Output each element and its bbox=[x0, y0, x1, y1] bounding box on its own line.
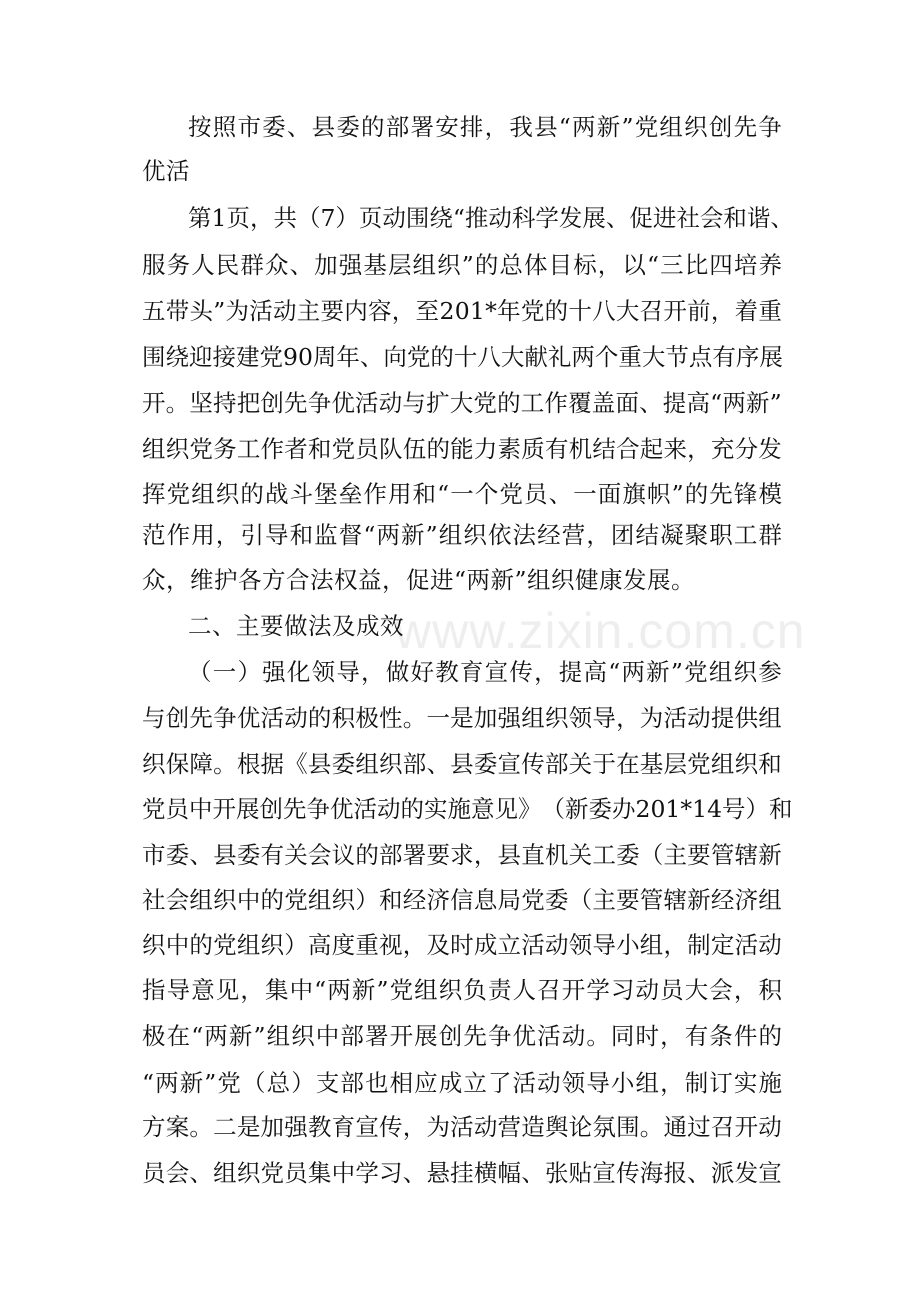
paragraph-line: 范 作 用 ， 引 导 和 监 督 “ 两 新 ” 组 织 依 法 经 营 ， 团 结 凝 聚 职 工 群 bbox=[142, 521, 782, 549]
watermark: www.zixin.com.cn bbox=[395, 603, 806, 659]
paragraph-line: 极 在 “ 两 新 ” 组 织 中 部 署 开 展 创 先 争 优 活 动 。 同 时 ， 有 条 件 的 bbox=[142, 1022, 782, 1050]
paragraph-line: 织 保 障 。 根 据 《 县 委 组 织 部 、 县 委 宣 传 部 关 于 在 基 层 党 组 织 和 bbox=[142, 750, 782, 778]
paragraph-line: 与 创 先 争 优 活 动 的 积 极 性 。 一 是 加 强 组 织 领 导 ， 为 活 动 提 供 组 bbox=[142, 704, 782, 732]
paragraph-line: 优活 bbox=[142, 157, 190, 185]
paragraph-line: 第 1 页 ， 共 （ 7 ） 页 动 围 绕 “ 推 动 科 学 发 展 、 促 进 社 会 和 谐 、 bbox=[188, 204, 794, 232]
section-heading: 二、主要做法及成效 bbox=[188, 612, 404, 640]
paragraph-line: 服 务 人 民 群 众 、 加 强 基 层 组 织 ” 的 总 体 目 标 ， 以 “ 三 比 四 培 养 bbox=[142, 251, 782, 279]
paragraph-line: 组 织 党 务 工 作 者 和 党 员 队 伍 的 能 力 素 质 有 机 结 合 起 来 ， 充 分 发 bbox=[142, 435, 782, 463]
paragraph-line: 党 员 中 开 展 创 先 争 优 活 动 的 实 施 意 见 》 （ 新 委 办 2 0 1 * 1 4 号 ） 和 bbox=[142, 795, 793, 823]
paragraph-line: 织 中 的 党 组 织 ） 高 度 重 视 ， 及 时 成 立 活 动 领 导 小 组 ， 制 定 活 动 bbox=[142, 931, 782, 959]
paragraph-line: 围 绕 迎 接 建 党 9 0 周 年 、 向 党 的 十 八 大 献 礼 两 个 重 大 节 点 有 序 展 bbox=[142, 343, 783, 371]
paragraph-line: 员 会 、 组 织 党 员 集 中 学 习 、 悬 挂 横 幅 、 张 贴 宣 传 海 报 、 派 发 宣 bbox=[142, 1159, 782, 1187]
paragraph-line: 五 带 头 ” 为 活 动 主 要 内 容 ， 至 2 0 1 * 年 党 的 十 八 大 召 开 前 ， 着 重 bbox=[142, 297, 782, 325]
paragraph-line: 方 案 。 二 是 加 强 教 育 宣 传 ， 为 活 动 营 造 舆 论 氛 围 。 通 过 召 开 动 bbox=[142, 1113, 782, 1141]
paragraph-line: 市 委 、 县 委 有 关 会 议 的 部 署 要 求 ， 县 直 机 关 工 委 （ 主 要 管 辖 新 bbox=[142, 841, 782, 869]
paragraph-line: 挥 党 组 织 的 战 斗 堡 垒 作 用 和 “ 一 个 党 员 、 一 面 旗 帜 ” 的 先 锋 模 bbox=[142, 480, 782, 508]
paragraph-line: 社 会 组 织 中 的 党 组 织 ） 和 经 济 信 息 局 党 委 （ 主 要 管 辖 新 经 济 组 bbox=[142, 886, 782, 914]
paragraph-line: “ 两 新 ” 党 （ 总 ） 支 部 也 相 应 成 立 了 活 动 领 导 小 组 ， 制 订 实 施 bbox=[142, 1069, 782, 1097]
subsection-heading: （ 一 ） 强 化 领 导 ， 做 好 教 育 宣 传 ， 提 高 “ 两 新 ” 党 组 织 参 bbox=[188, 658, 782, 686]
paragraph-line: 开 。 坚 持 把 创 先 争 优 活 动 与 扩 大 党 的 工 作 覆 盖 面 、 提 高 “ 两 新 ” bbox=[142, 389, 782, 417]
paragraph-line: 众，维护各方合法权益，促进“两新”组织健康发展。 bbox=[142, 566, 696, 594]
paragraph-line: 指 导 意 见 ， 集 中 “ 两 新 ” 党 组 织 负 责 人 召 开 学 习 动 员 大 会 ， 积 bbox=[142, 976, 782, 1004]
paragraph-line: 按 照 市 委 、 县 委 的 部 署 安 排 ， 我 县 “ 两 新 ” 党 组 织 创 先 争 bbox=[188, 113, 782, 141]
